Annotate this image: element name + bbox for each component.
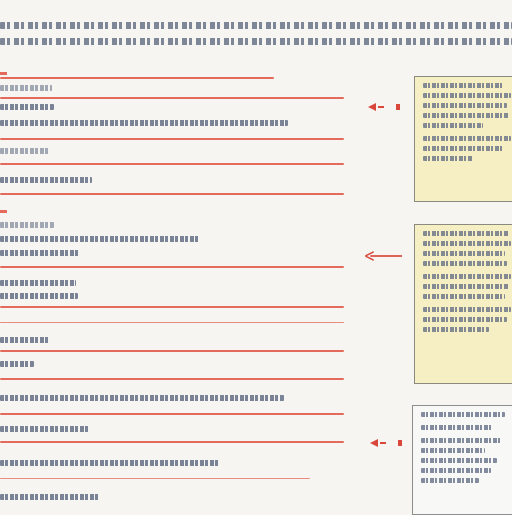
body-text-line bbox=[0, 236, 200, 242]
left-arrow-icon bbox=[364, 100, 404, 114]
annotation-text-line bbox=[423, 136, 511, 141]
highlight-rule bbox=[0, 306, 344, 308]
annotation-text-line bbox=[421, 448, 485, 453]
highlight-rule bbox=[0, 193, 344, 195]
body-text-line bbox=[0, 148, 50, 154]
body-text-line bbox=[0, 104, 54, 110]
body-text-line bbox=[0, 361, 34, 367]
annotation-text-line bbox=[423, 103, 507, 108]
annotation-box bbox=[412, 405, 512, 515]
body-text-line bbox=[0, 120, 288, 126]
highlight-rule bbox=[0, 138, 344, 140]
body-text-line bbox=[0, 395, 284, 401]
left-arrow-icon bbox=[362, 249, 402, 263]
annotation-text-line bbox=[423, 294, 505, 299]
annotation-text-line bbox=[421, 412, 505, 417]
annotation-text-line bbox=[423, 146, 503, 151]
annotation-text-line bbox=[421, 478, 479, 483]
annotation-text-line bbox=[423, 261, 507, 266]
highlight-rule bbox=[0, 77, 274, 79]
highlight-rule bbox=[0, 350, 344, 352]
highlight-rule bbox=[0, 378, 344, 380]
annotation-text-line bbox=[421, 438, 501, 443]
annotation-text-line bbox=[423, 156, 473, 161]
body-text-line bbox=[0, 337, 50, 343]
body-text-line bbox=[0, 85, 52, 91]
annotation-text-line bbox=[421, 458, 497, 463]
section-marker bbox=[0, 72, 7, 75]
section-marker bbox=[0, 210, 7, 213]
highlight-rule bbox=[0, 97, 344, 99]
annotation-text-line bbox=[423, 284, 509, 289]
header-text-line bbox=[0, 38, 512, 45]
header-text-line bbox=[0, 22, 512, 29]
highlight-rule bbox=[0, 413, 344, 415]
body-text-line bbox=[0, 280, 76, 286]
annotation-box bbox=[414, 224, 512, 384]
highlight-rule bbox=[0, 441, 344, 443]
highlight-rule bbox=[0, 322, 344, 323]
annotation-text-line bbox=[421, 425, 493, 430]
annotation-text-line bbox=[423, 241, 511, 246]
annotation-text-line bbox=[423, 113, 509, 118]
annotation-text-line bbox=[423, 307, 511, 312]
body-text-line bbox=[0, 426, 90, 432]
body-text-line bbox=[0, 177, 92, 183]
body-text-line bbox=[0, 293, 78, 299]
annotation-text-line bbox=[421, 468, 491, 473]
annotation-text-line bbox=[423, 274, 511, 279]
annotation-text-line bbox=[423, 317, 507, 322]
body-text-line bbox=[0, 250, 80, 256]
body-text-line bbox=[0, 494, 100, 500]
annotation-text-line bbox=[423, 83, 503, 88]
annotation-box bbox=[414, 76, 512, 202]
highlight-rule bbox=[0, 478, 310, 479]
annotation-text-line bbox=[423, 93, 511, 98]
annotation-text-line bbox=[423, 327, 489, 332]
annotation-text-line bbox=[423, 231, 509, 236]
highlight-rule bbox=[0, 266, 344, 268]
annotation-text-line bbox=[423, 251, 505, 256]
left-arrow-icon bbox=[366, 436, 406, 450]
annotation-text-line bbox=[423, 123, 483, 128]
body-text-line bbox=[0, 222, 54, 228]
highlight-rule bbox=[0, 163, 344, 165]
body-text-line bbox=[0, 460, 220, 466]
